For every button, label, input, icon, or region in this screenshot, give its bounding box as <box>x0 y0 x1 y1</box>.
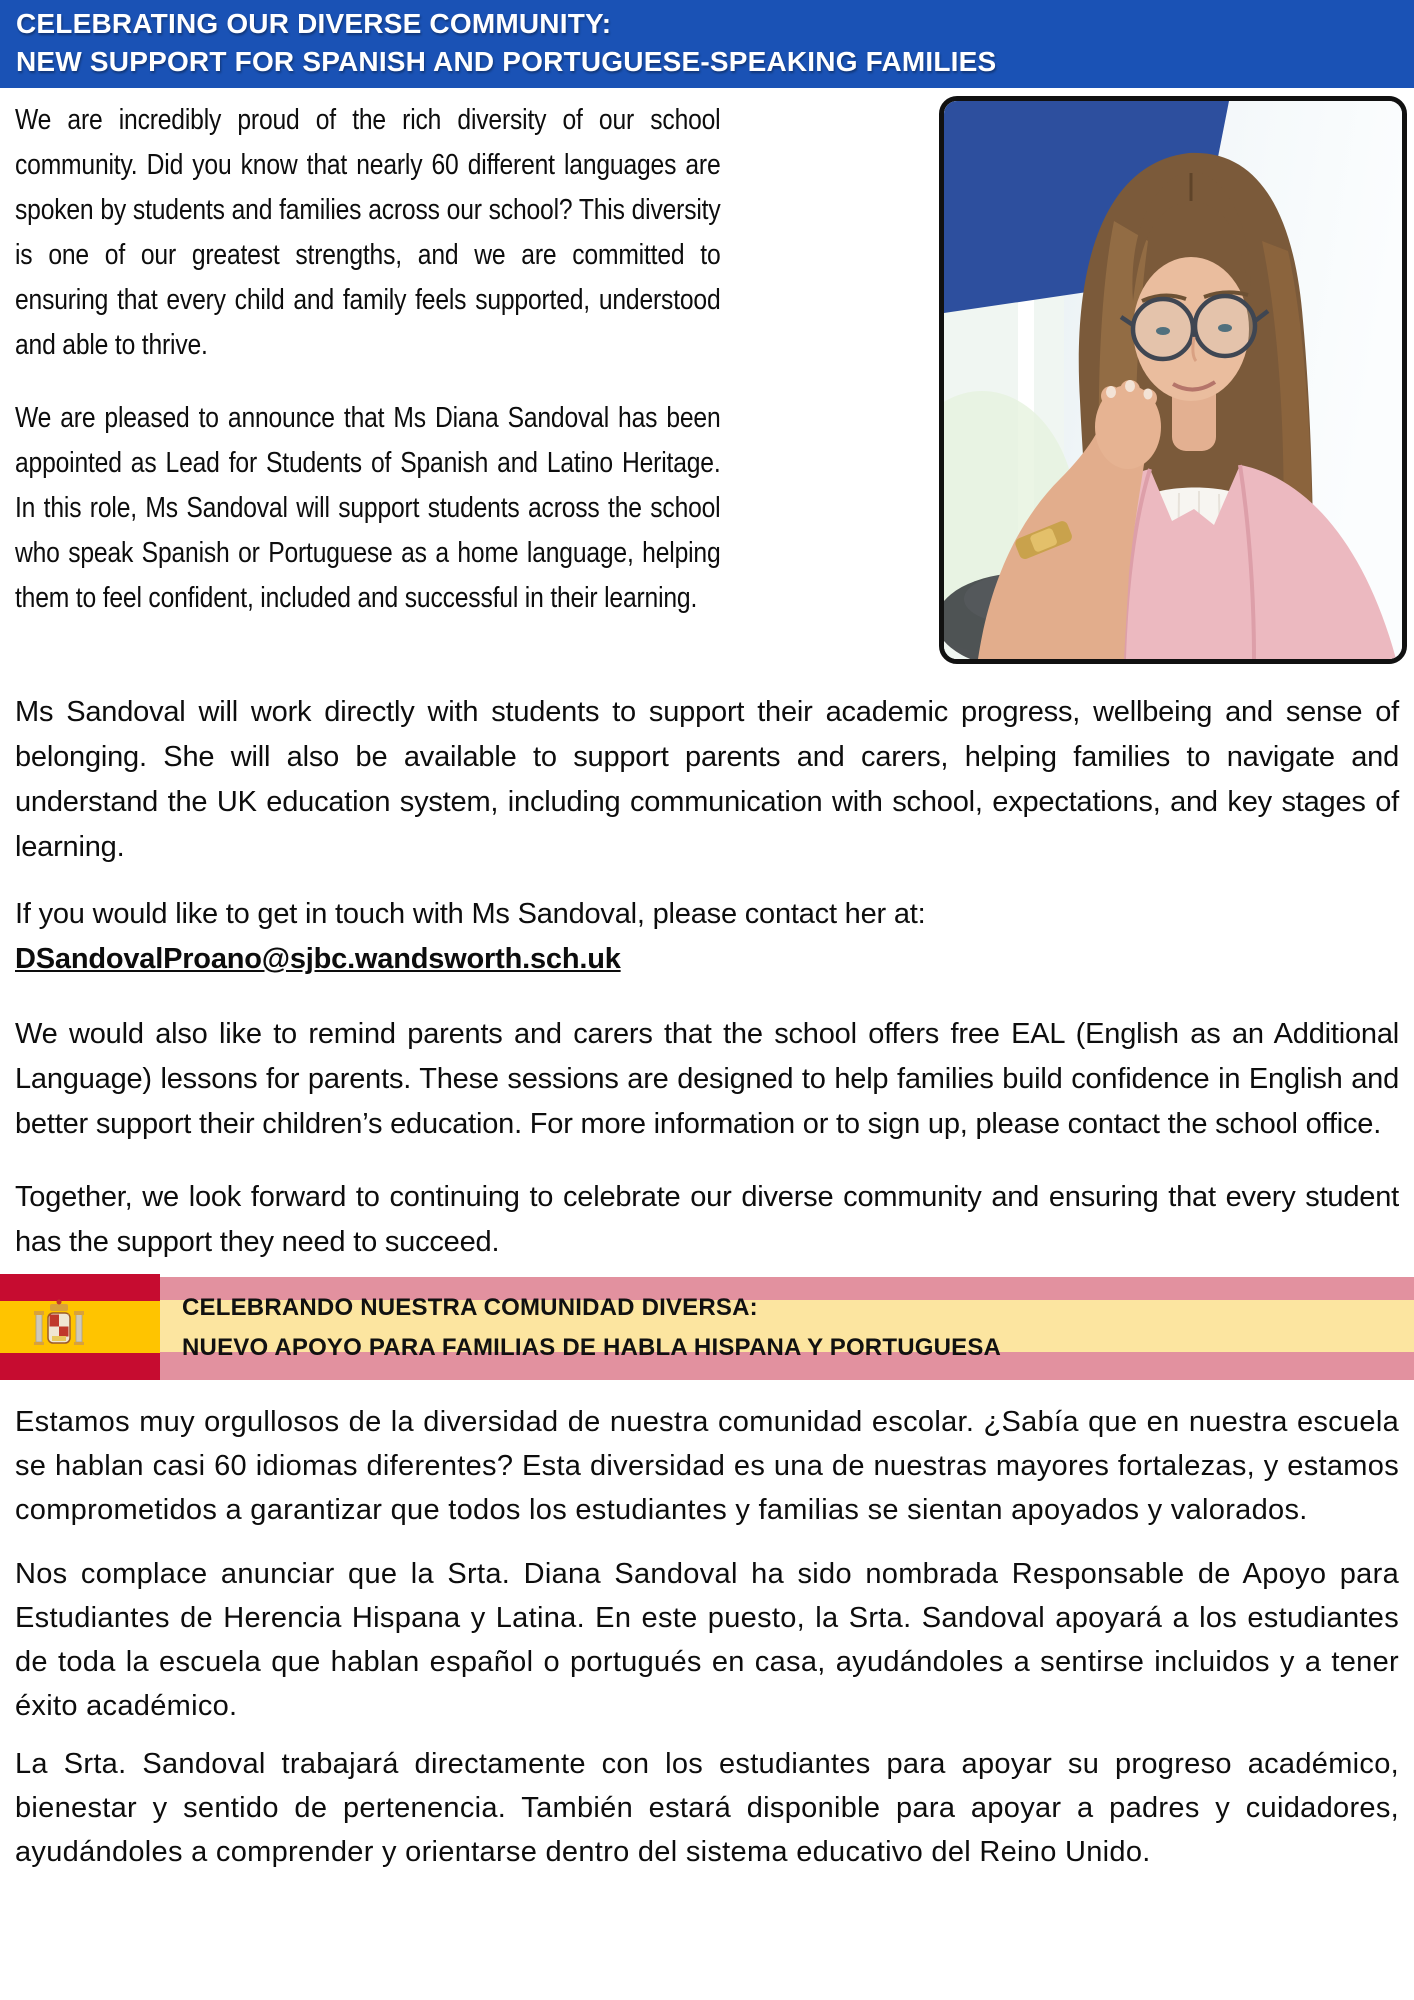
spanish-title-line-2: NUEVO APOYO PARA FAMILIAS DE HABLA HISPANA Y PORTUGUESA <box>182 1334 1002 1361</box>
spanish-paragraph-3: La Srta. Sandoval trabajará directamente con los estudiantes para apoyar su progreso académico, bienestar y sentido de pertenencia. También estará disponible para apoyar a padres y cuidadores, ayudándoles a comprender y orientarse dentro del sistema educativo del Reino Unido. <box>15 1748 1399 1868</box>
english-paragraph-together: Together, we look forward to continuing to celebrate our diverse community and ensuring that every student has the support they need to succeed. <box>15 1181 1399 1258</box>
spanish-banner-text <box>182 1288 1001 1368</box>
english-paragraph-3: Ms Sandoval will work directly with students to support their academic progress, wellbeing and sense of belonging. She will also be available to support parents and carers, helping families to navigate and understand the UK education system, including communication with school, expectations, and key stages of learning. <box>15 696 1399 863</box>
ms-sandoval-photo-frame <box>939 96 1407 664</box>
ms-sandoval-photo <box>944 101 1402 659</box>
contact-intro-text: If you would like to get in touch with Ms Sandoval, please contact her at: <box>15 898 926 930</box>
intro-text-column <box>15 98 721 621</box>
english-title-line-1: CELEBRATING OUR DIVERSE COMMUNITY: <box>16 8 612 39</box>
spanish-paragraph-1: Estamos muy orgullosos de la diversidad de nuestra comunidad escolar. ¿Sabía que en nuestra escuela se hablan casi 60 idiomas diferentes? Esta diversidad es una de nuestras mayores fortalezas, y estamos comprometidos a garantizar que todos los estudiantes y familias se sientan apoyados y valorados. <box>15 1406 1399 1526</box>
contact-email-link[interactable]: DSandovalProano@sjbc.wandsworth.sch.uk <box>15 943 621 975</box>
spanish-content <box>0 1400 1414 1874</box>
eyes <box>1156 327 1170 335</box>
page-content <box>0 98 1414 1265</box>
spanish-title-line-1: CELEBRANDO NUESTRA COMUNIDAD DIVERSA: <box>182 1294 758 1321</box>
spanish-header-banner <box>0 1277 1414 1380</box>
spain-flag-icon <box>0 1274 160 1380</box>
intro-section <box>15 98 1399 670</box>
english-paragraph-1: We are incredibly proud of the rich diversity of our school community. Did you know that nearly 60 different languages are spoken by students and families across our school? This diversity is one of our greatest strengths, and we are committed to ensuring that every child and family feels supported, understood and able to thrive. <box>15 104 721 361</box>
spanish-paragraph-2: Nos complace anunciar que la Srta. Diana Sandoval ha sido nombrada Responsable de Apoyo para Estudiantes de Herencia Hispana y Latina. En este puesto, la Srta. Sandoval apoyará a los estudiantes de toda la escuela que hablan español o portugués en casa, ayudándoles a sentirse incluidos y a tener éxito académico. <box>15 1558 1399 1722</box>
english-paragraph-2: We are pleased to announce that Ms Diana Sandoval has been appointed as Lead for Students of Spanish and Latino Heritage. In this role, Ms Sandoval will support students across the school who speak Spanish or Portuguese as a home language, helping them to feel confident, included and successful in their learning. <box>15 402 721 614</box>
english-header-banner <box>0 0 1414 88</box>
english-title-line-2: NEW SUPPORT FOR SPANISH AND PORTUGUESE-SPEAKING FAMILIES <box>16 46 997 77</box>
english-paragraph-eal: We would also like to remind parents and carers that the school offers free EAL (English as an Additional Language) lessons for parents. These sessions are designed to help families build confidence in English and better support their children’s education. For more information or to sign up, please contact the school office. <box>15 1018 1399 1140</box>
contact-paragraph <box>15 892 1399 982</box>
